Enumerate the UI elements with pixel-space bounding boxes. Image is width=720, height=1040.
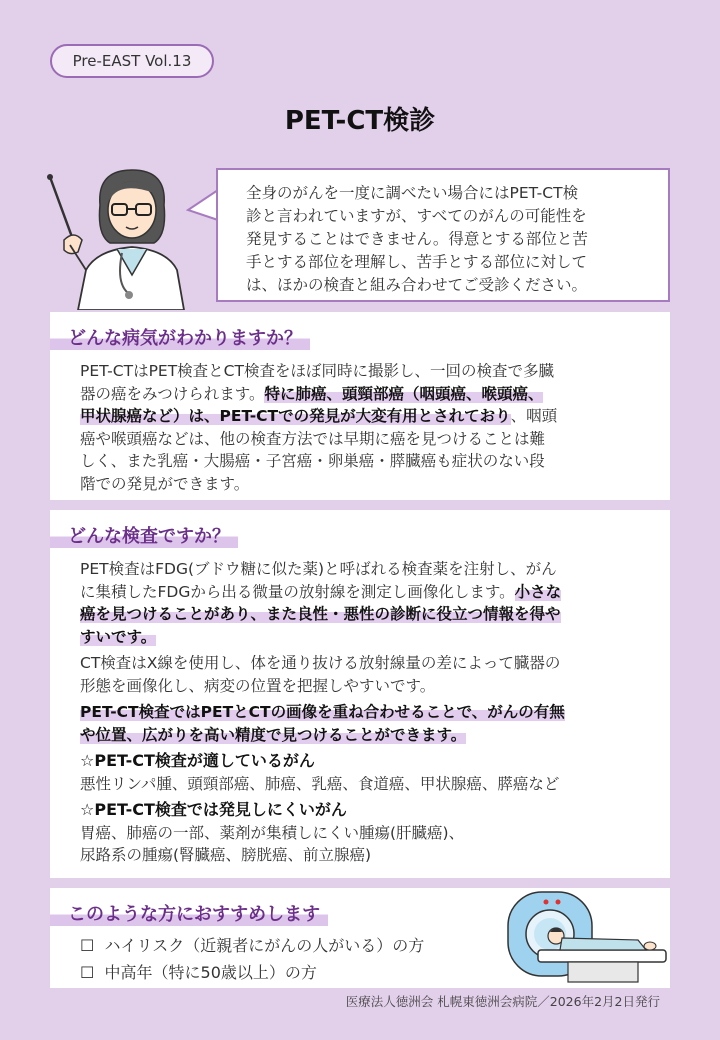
suitable-cancers-list: 悪性リンパ腫、頭頸部癌、肺癌、乳癌、食道癌、甲状腺癌、膵癌など	[80, 774, 560, 793]
text-line	[80, 724, 640, 747]
text-line: 階での発見ができます。	[80, 474, 250, 493]
intro-line: 手とする部位を理解し、苦手とする部位に対して	[246, 253, 588, 271]
section-examination	[50, 510, 670, 878]
text-line	[80, 626, 640, 649]
highlight-text: 癌を見つけることがあり、また良性・悪性の診断に役立つ情報を得や	[80, 605, 561, 623]
text-line: 形態を画像化し、病変の位置を把握しやすいです。	[80, 676, 436, 695]
highlight-text: すいです。	[80, 627, 157, 646]
section-heading: どんな病気がわかりますか？	[50, 324, 310, 350]
pet-scanner-illustration	[498, 888, 668, 986]
checkbox-icon: ☐	[80, 936, 95, 955]
intro-line: 全身のがんを一度に調べたい場合にはPET-CT検	[246, 184, 579, 202]
highlight-text: 特に肺癌、頭頸部癌（咽頭癌、喉頭癌、	[264, 384, 544, 403]
text-span: 、咽頭	[510, 407, 558, 425]
text-line	[80, 701, 640, 724]
difficult-cancers-list: 尿路系の腫瘍(腎臓癌、膀胱癌、前立腺癌)	[80, 846, 372, 864]
section-body	[50, 558, 670, 867]
text-line: CT検査はX線を使用し、体を通り抜ける放射線量の差によって臓器の	[80, 654, 561, 672]
publisher-footer: 医療法人徳洲会 札幌東徳洲会病院／2026年2月2日発行	[345, 994, 660, 1009]
section-diseases	[50, 312, 670, 500]
text-line	[80, 405, 640, 428]
intro-line: は、ほかの検査と組み合わせてご受診ください。	[246, 276, 588, 294]
highlight-text: 小さな	[514, 582, 562, 601]
text-line: PET検査はFDG(ブドウ糖に似た薬)と呼ばれる検査薬を注射し、がん	[80, 560, 557, 578]
recommend-item-label: ハイリスク（近親者にがんの人がいる）の方	[104, 936, 425, 955]
intro-speech-bubble	[216, 168, 670, 302]
highlight-text: 甲状腺癌など）は、PET-CTでの発見が大変有用とされており	[80, 407, 511, 425]
text-line: PET-CTはPET検査とCT検査をほぼ同時に撮影し、一回の検査で多臓	[80, 362, 554, 380]
intro-line: 診と言われていますが、すべてのがんの可能性を	[246, 207, 587, 225]
text-line	[80, 581, 640, 604]
checkbox-icon: ☐	[80, 963, 95, 982]
highlight-text: や位置、広がりを高い精度で見つけることができます。	[80, 725, 467, 744]
section-heading: このような方におすすめします	[50, 900, 328, 926]
intro-line: 発見することはできません。得意とする部位と苦	[246, 230, 588, 248]
text-span: に集積したFDGから出る微量の放射線を測定し画像化します。	[80, 582, 515, 601]
doctor-illustration	[42, 165, 192, 310]
text-line: しく、また乳癌・大腸癌・子宮癌・卵巣癌・膵臓癌も症状のない段	[80, 452, 545, 470]
text-span: 器の癌をみつけられます。	[80, 384, 265, 403]
text-line	[80, 383, 640, 406]
section-heading: どんな検査ですか？	[50, 522, 238, 548]
suitable-cancers-heading: ☆PET-CT検査が適しているがん	[80, 751, 315, 770]
difficult-cancers-heading: ☆PET-CT検査では発見しにくいがん	[80, 800, 347, 819]
recommend-item-label: 中高年（特に50歳以上）の方	[104, 963, 317, 982]
issue-badge: Pre-EAST Vol.13	[50, 44, 214, 78]
page-title: PET-CT検診	[284, 106, 436, 136]
difficult-cancers-list: 胃癌、肺癌の一部、薬剤が集積しにくい腫瘍(肝臓癌)、	[80, 823, 465, 842]
text-line	[80, 603, 640, 626]
text-line: 癌や喉頭癌などは、他の検査方法では早期に癌を見つけることは難	[80, 429, 546, 448]
speech-bubble-tail	[186, 186, 220, 226]
section-body	[50, 360, 670, 495]
highlight-text: PET-CT検査ではPETとCTの画像を重ね合わせることで、がんの有無	[80, 703, 565, 721]
